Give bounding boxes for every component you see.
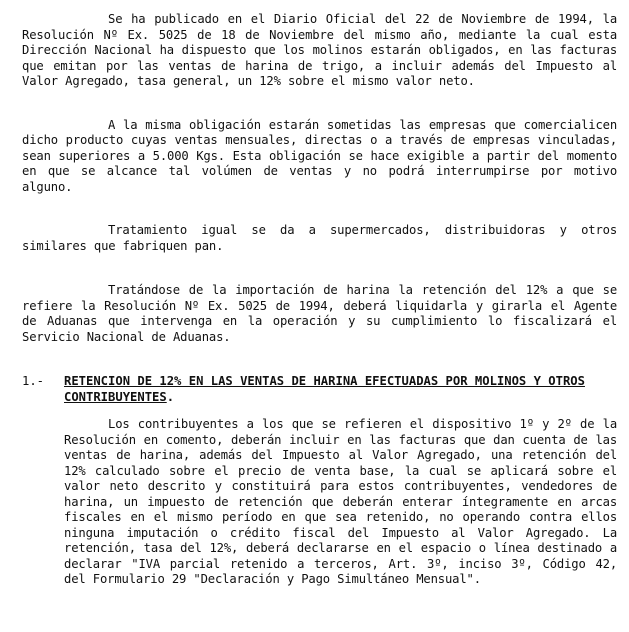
- section-body: [64, 417, 617, 588]
- paragraph-supermarkets: Tratamiento igual se da a supermercados, distribuidoras y otros similares que fabriquen pan.: [22, 223, 617, 253]
- section-title: [64, 374, 617, 405]
- paragraph-publication: Se ha publicado en el Diario Oficial del 22 de Noviembre de 1994, la Resolución Nº Ex. 5025 de 18 de Noviembre del mismo año, mediante la cual esta Dirección Nacional ha dispuesto que los molinos estarán obligados, en las facturas que emitan por las ventas de harina de trigo, a incluir además del Impuesto al Valor Agregado, tasa general, un 12% sobre el mismo valor neto.: [22, 12, 617, 88]
- paragraph-obligation: A la misma obligación estarán sometidas las empresas que comercialicen dicho producto cuyas ventas mensuales, directas o a través de empresas vinculadas, sean superiores a 5.000 Kgs. Esta obligación se hace exigible a partir del momento en que se alcance tal volúmen de ventas y no podrá interrumpirse por motivo alguno.: [22, 117, 617, 194]
- section-body-paragraph: Los contribuyentes a los que se refieren el dispositivo 1º y 2º de la Resolución en comento, deberán incluir en las facturas que dan cuenta de las ventas de harina, además del Impuesto al Valor Agregado, una retención del 12% calculado sobre el precio de venta base, la cual se aplicará sobre el valor neto descrito y constituirá para estos contribuyentes, vendedores de harina, un impuesto de retención que deberán enterar íntegramente en arcas fiscales en el mismo período en que sea retenido, no operando contra ellos ninguna imputación o crédito fiscal del Impuesto al Valor Agregado. La retención, tasa del 12%, deberá declararse en el espacio o línea destinado a declarar "IVA parcial retenido a terceros, Art. 3º, inciso 3º, Código 42, del Formulario 29 "Declaración y Pago Simultáneo Mensual".: [64, 417, 617, 586]
- section-heading: [22, 374, 617, 405]
- section-title-end: .: [166, 389, 175, 404]
- section-title-text: RETENCION DE 12% EN LAS VENTAS DE HARINA EFECTUADAS POR MOLINOS Y OTROS CONTRIBUYENTES: [64, 374, 585, 404]
- paragraph-importation: Tratándose de la importación de harina la retención del 12% a que se refiere la Resolución Nº Ex. 5025 de 1994, deberá liquidarla y girarla el Agente de Aduanas que intervenga en la operación y su cumplimiento lo fiscalizará el Servicio Nacional de Aduanas.: [22, 283, 617, 344]
- section-number: 1.-: [22, 374, 45, 388]
